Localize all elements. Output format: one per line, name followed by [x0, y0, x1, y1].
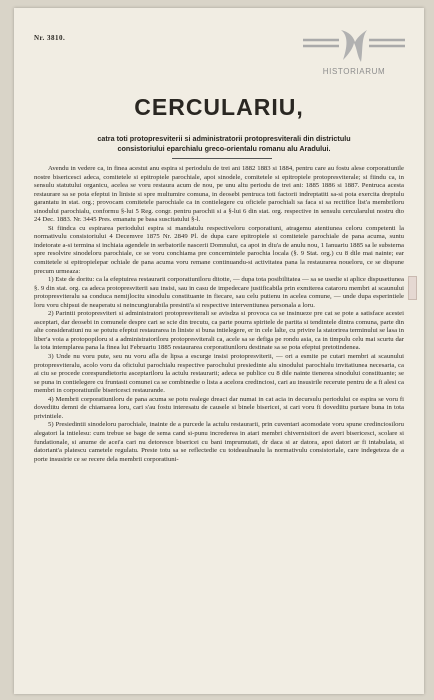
historiarum-logo-icon	[299, 26, 409, 66]
paragraph-point-3: 3) Unde nu voru pute, seu nu voru afla de lipsa a escurge insisi protopresviterii, — ori a esmite pe cutari membri ai scaunului protopresviteralu, acolo voru da oficiului parochialu respective parochului presiedinte alu sinodului parochialu invitatiunea necesaria, ca ai ciu se procede corespundietoriu asceptariloru la actulu restaurarii; adeca se publice cu 8 dile nainte tienerea sinodului constituante; se se puna in contielegere cu fruntasii comunei ca se combinedie o lista a acelora credinciosi, cari au insusirile recerute pentru de a fi alesi ca membri in corporatiunile bisericesci restaurande.	[34, 353, 404, 395]
paragraph-mandate: Si fiindca cu espirarea periodului espira si mandatulu respectiveloru corporatiuni, atragemu atentiunea celoru competenti la normativulu consistoriului 4 Decemvre 1875 Nr. 2849 Pl. de dupa care epitropiele si comitetele parochiale de pana acuma, suntu indetorate a-si termina si inchiaia agendele in serbatorile nascerii Domnului, ca apoi in diu'a de anulu nou, 1 Ianuariu 1885 sa le substerna spre resolvire sinodeloru parochiale, ce se voru conchiama pre concernintele parochia locala (§. 9 Stat. org.) cu 8 dile mai nainte; ear comitetele si epitropielepar ochiale de pana acuma voru remane continuandu-si activitatea pana la restaurarea noueloru, ce se dispune precum urmeaza:	[34, 224, 404, 275]
subtitle-line-2: consistoriului eparchialu greco-orientalu romanu alu Aradului.	[117, 144, 331, 153]
document-subtitle	[38, 134, 410, 154]
title-divider	[172, 158, 272, 159]
paragraph-point-4: 4) Membrii corporatiuniloru de pana acuma se potu realege dreaci dar numai in cat acia in decursulu periodului ce espira se voru fi dovediitu demni de chiamarea loru, cari s'au fostu interesatu de causele si binele bisericei, si cari voru fi dovediitu purtare buna in tota privintiele.	[34, 395, 404, 420]
paragraph-point-1: 1) Este de doritu: ca la efeptuirea restaurarii corporatiuniloru ditotte, — dupa tota posibilitatea — sa se usedie si aplice dispusetiunea §. 9 din stat. org. ca adeca protopresviterii sau insisi, sau in casu de impedecare justificabila prin exmiterea cataroru membri ai scaunului protopresviteralu sa conduca nemijlocitu sinodulu constituante in fiecare, sau celu putienu in acelea comune, — unde dupa esperintiele loru voru chipsui de neaperatu si neincungiurabila presinti'a si respective interventiunea personala a loru.	[34, 276, 404, 309]
watermark-text: HISTORIARUM	[322, 67, 386, 76]
paragraph-point-5: 5) Presiedintii sinodeloru parochiale, inainte de a purcede la actulu restaurarii, prin cuventari acomodate voru spune credinciosiloru alegatori la intielesu: cum trebue se bage de sema cand si-punu increderea in atari membri chivernisitori de averi bisericesci, scolare si fundationale, si anume de acei'a cari nu detoresce bisericei cu bani imprumutati, dr daca si ar datora, apoi datori ar fi intabulata, si datoriant'a platescu cametele regulatu. Preste totu sa se reflectedie cu totdeaulnaulu la normativulu consistoriale, care indegeteza de a porte insusirie ce se recere dela membrii corporatiuni-	[34, 421, 404, 463]
document-body	[34, 165, 404, 464]
document-number: Nr. 3810.	[34, 34, 66, 42]
document-page	[14, 8, 424, 694]
paragraph-intro: Avendu in vedere ca, in finea acestui anu espira si periodulu de trei ani 1882 1883 si 1884, pentru care au fostu alese corporatiunile nostre bisericesci adeca, comitetele si epitropiele parochiale, apoi sinodele, comitetele si epitropiele protopresviterale; si fiindu ca, in sensulu statutului organicu, acelea se voru restaura acum de nou, pe unu altu periodu de trei ani: 1885 1886 si 1887. Pentruca acesta restaurare sa se pota efeptui in liniste si spre multumire comuna, in deosebi pentruca toti factorii indreptatiti sa-si pota exercita dreptulu garantatu in stat. org.; provocam comitetele parochiale ca in contielegere cu oficiele parochiali sa faca si sa rectifice list'a membriloru sinodului parochialu, conformu §-lui 5 Reg. congr. pentru parochii si a §-lui 6 din stat. org. respective in sensulu cercularului nostru dto 24 Dec. 1883. Nr. 3445 Pres. emanatu pe basa suscitatului §-l.	[34, 165, 404, 224]
subtitle-line-1: catra toti protopresviterii si administratorii protopresviterali din districtulu	[97, 134, 351, 143]
watermark	[284, 26, 424, 86]
paragraph-point-2: 2) Parintii protopresviteri si administratori protopresviterali se avisdza si provoca ca se insinueze pre cat se pote a satisface acestei asceptari, dar deosebi in comunele despre cari se scie din trecutu, ca parte pourra spiritele de partita si tendintele dintra comuna, parte din alte consideratiuni nu se potutu efeptui restaurarea in liniste si buna intielegere, er in cele lalte, cu privire la statorirea terminului se lasa in liber'a voia a protopopiloru si a administratoriloru protopresviterali ca, acele sa se defiga pe rondu asia, ca in timpulu celu mai scurtu dar la tota intemplarea pana la finea lui Februariu 1885 restaurarea corporatiuniloru destinate sa se pota efeptui pretotindenea.	[34, 310, 404, 352]
paper-stamp-mark	[408, 276, 417, 300]
document-title: CERCULARIU,	[134, 94, 304, 120]
